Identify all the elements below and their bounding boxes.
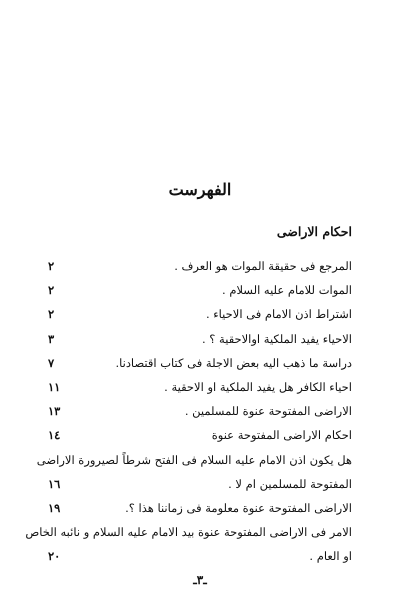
toc-entry xyxy=(48,375,352,399)
toc-entry-text: المفتوحة للمسلمين ام لا . xyxy=(228,476,352,491)
toc-entry xyxy=(48,351,352,375)
toc-entry-text: الاراضى المفتوحة عنوة للمسلمين . xyxy=(184,404,352,419)
toc-entry-page-number: ١١ xyxy=(48,379,61,394)
toc-entry-page-number: ٢ xyxy=(48,283,55,298)
toc-entry xyxy=(48,254,352,278)
toc-entry xyxy=(25,520,352,544)
toc-entry-text: او العام . xyxy=(309,549,352,564)
toc-entry-page-number: ٢٠ xyxy=(48,549,61,564)
toc-entry-page-number: ١٤ xyxy=(48,428,61,443)
toc-entry-text: احكام الاراضى المفتوحة عنوة xyxy=(211,428,352,443)
toc-entry-text: الاحياء يفيد الملكية اوالاحقية ؟ . xyxy=(201,331,352,346)
toc-entry-text: الاراضى المفتوحة عنوة معلومة فى زماننا هذا ؟. xyxy=(125,500,352,515)
toc-entry xyxy=(48,302,352,326)
toc-entry-page-number: ١٣ xyxy=(48,404,61,419)
toc-entry-page-number: ٢ xyxy=(48,307,55,322)
toc-entry-text: الموات للامام عليه السلام . xyxy=(222,283,352,298)
toc-entry xyxy=(48,472,352,496)
page-number-footer: ـ٣ـ xyxy=(193,573,207,587)
toc-entry xyxy=(48,544,352,568)
toc-entry xyxy=(48,327,352,351)
toc-entry-page-number: ١٦ xyxy=(48,476,61,491)
table-of-contents xyxy=(25,254,352,568)
toc-entry-text: المرجع فى حقيقة الموات هو العرف . xyxy=(174,259,352,273)
page-title: الفهرست xyxy=(168,180,232,199)
toc-entry-text: اشتراط اذن الامام فى الاحياء . xyxy=(205,307,352,322)
toc-entry xyxy=(36,448,352,472)
toc-entry-text: الامر فى الاراضى المفتوحة عنوة بيد الامام عليه السلام و نائبه الخاص xyxy=(25,525,352,540)
toc-entry-page-number: ٧ xyxy=(48,355,55,370)
section-heading: احكام الاراضى xyxy=(276,224,352,239)
toc-entry xyxy=(48,278,352,302)
toc-entry xyxy=(48,423,352,447)
toc-entry-text: احياء الكافر هل يفيد الملكية او الاحقية . xyxy=(164,379,352,394)
toc-entry xyxy=(48,399,352,423)
toc-entry xyxy=(48,496,352,520)
toc-entry-text: دراسة ما ذهب اليه بعض الاجلة فى كتاب اقتصادنا. xyxy=(115,355,352,370)
toc-entry-text: هل يكون اذن الامام عليه السلام فى الفتح شرطاً لصيرورة الاراضى xyxy=(36,452,352,467)
toc-entry-page-number: ٢ xyxy=(48,259,55,273)
toc-entry-page-number: ١٩ xyxy=(48,500,61,515)
toc-entry-page-number: ٣ xyxy=(48,331,55,346)
